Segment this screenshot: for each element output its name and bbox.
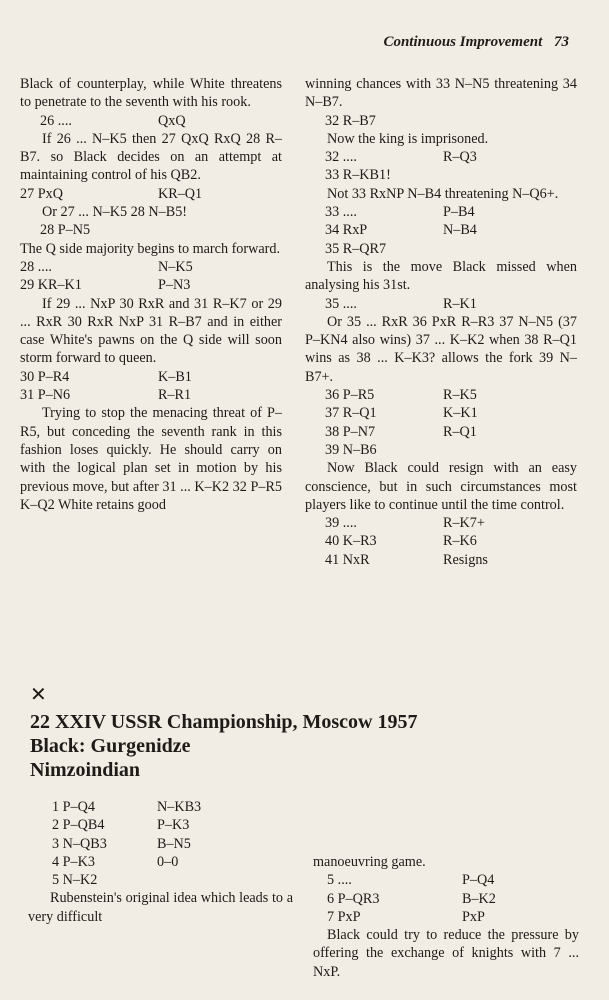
paragraph: Or 35 ... RxR 36 PxR R–R3 37 N–N5 (37 P–KN4 also wins) 37 ... K–K2 when 38 R–Q1 wins as 38 ... K–K3? allows the fork 39 N–B7+. — [305, 313, 577, 385]
black-move: 0–0 — [157, 853, 179, 870]
paragraph: Or 27 ... N–K5 28 N–B5! — [42, 204, 188, 221]
black-move: P–Q4 — [462, 872, 495, 889]
move-row — [305, 441, 577, 459]
paragraph: Black of counterplay, while White threatens to penetrate to the seventh with his rook. — [20, 76, 282, 111]
white-move: 27 PxQ — [20, 185, 63, 202]
move-row — [305, 221, 577, 239]
black-move: K–K1 — [443, 405, 478, 422]
page-number: 73 — [554, 34, 569, 50]
opening-name: Nimzoindian — [30, 759, 141, 781]
move-row — [305, 166, 577, 184]
paragraph: The Q side majority begins to march forward. — [20, 240, 281, 257]
move-row — [305, 423, 577, 441]
move-row — [313, 890, 579, 908]
black-move: R–K7+ — [443, 515, 485, 532]
white-move: 30 P–R4 — [20, 368, 70, 385]
game-title: 22 XXIV USSR Championship, Moscow 1957 — [30, 711, 418, 733]
move-row — [305, 112, 577, 130]
move-row — [20, 221, 282, 239]
paragraph: If 29 ... NxP 30 RxR and 31 R–K7 or 29 ... RxR 30 RxR NxP 31 R–B7 and in either case White's pawns on the Q side will soon storm forward to queen. — [20, 295, 282, 367]
white-move: 33 R–KB1! — [325, 167, 391, 184]
black-move: R–Q3 — [443, 149, 477, 166]
move-row — [52, 871, 292, 889]
move-row — [52, 853, 292, 871]
game-heading — [30, 710, 590, 782]
running-header — [383, 34, 569, 51]
white-move: 32 .... — [325, 149, 357, 166]
white-move: 3 N–QB3 — [52, 835, 107, 852]
white-move: 41 NxR — [325, 551, 370, 568]
black-move: PxP — [462, 908, 485, 925]
white-move: 39 N–B6 — [325, 441, 377, 458]
black-move: B–K2 — [462, 890, 496, 907]
lower-left-column — [28, 798, 293, 926]
move-row — [20, 258, 282, 276]
white-move: 29 KR–K1 — [20, 277, 82, 294]
white-move: 5 .... — [327, 872, 352, 889]
move-row — [305, 532, 577, 550]
move-row — [305, 386, 577, 404]
white-move: 28 .... — [20, 258, 52, 275]
paragraph: manoeuvring game. — [313, 854, 426, 870]
white-move: 31 P–N6 — [20, 387, 71, 404]
move-row — [52, 816, 292, 834]
black-move: P–K3 — [157, 817, 190, 834]
paragraph: Rubenstein's original idea which leads to a very difficult — [28, 890, 293, 925]
paragraph: This is the move Black missed when analysing his 31st. — [305, 258, 577, 294]
move-row — [305, 404, 577, 422]
paragraph: winning chances with 33 N–N5 threatening 34 N–B7. — [305, 76, 577, 111]
move-row — [52, 835, 292, 853]
black-move: QxQ — [158, 112, 186, 129]
paragraph: If 26 ... N–K5 then 27 QxQ RxQ 28 R–B7. so Black decides on an attempt at maintaining control of his QB2. — [20, 130, 282, 184]
black-move: K–B1 — [158, 368, 192, 385]
white-move: 1 P–Q4 — [52, 799, 95, 815]
move-row — [20, 368, 282, 386]
white-move: 26 .... — [40, 112, 72, 129]
move-row — [305, 148, 577, 166]
white-move: 28 P–N5 — [40, 222, 91, 239]
white-move: 5 N–K2 — [52, 872, 98, 889]
white-move: 4 P–K3 — [52, 853, 95, 870]
white-move: 40 K–R3 — [325, 533, 377, 550]
black-move: N–K5 — [158, 258, 193, 275]
black-move: B–N5 — [157, 835, 191, 852]
move-row — [305, 514, 577, 532]
chapter-title: Continuous Improvement — [383, 34, 543, 50]
lower-right-column — [313, 853, 579, 981]
move-row — [20, 276, 282, 294]
move-row — [313, 871, 579, 889]
white-move: 32 R–B7 — [325, 112, 376, 129]
move-row — [20, 386, 282, 404]
paragraph: Now the king is imprisoned. — [327, 130, 489, 147]
paragraph: Now Black could resign with an easy conscience, but in such circumstances most players like to continue until the time control. — [305, 460, 577, 513]
black-move: R–K6 — [443, 533, 477, 550]
move-row — [305, 240, 577, 258]
black-move: N–KB3 — [157, 799, 202, 815]
right-column — [305, 75, 577, 569]
white-move: 36 P–R5 — [325, 387, 375, 404]
white-move: 2 P–QB4 — [52, 817, 105, 834]
paragraph: Not 33 RxNP N–B4 threatening N–Q6+. — [327, 185, 559, 202]
black-move: P–N3 — [158, 277, 191, 294]
move-row — [20, 112, 282, 130]
white-move: 38 P–N7 — [325, 423, 376, 440]
move-row — [305, 295, 577, 313]
white-move: 33 .... — [325, 204, 357, 221]
white-move: 34 RxP — [325, 222, 368, 239]
white-move: 35 .... — [325, 295, 357, 312]
left-column — [20, 75, 282, 514]
cross-mark: ✕ — [30, 682, 47, 706]
white-move: 39 .... — [325, 515, 357, 532]
black-move: R–R1 — [158, 387, 192, 404]
black-move: R–K1 — [443, 295, 477, 312]
paragraph: Trying to stop the menacing threat of P–R5, but conceding the seventh rank in this fashion loses quickly. He should carry on with the logical plan set in motion by his previous move, but after 31 ... K–K2 32 P–R5 K–Q2 White retains good — [20, 405, 282, 513]
move-row — [305, 551, 577, 569]
white-move: 37 R–Q1 — [325, 405, 377, 422]
black-player: Black: Gurgenidze — [30, 735, 191, 757]
move-row — [20, 185, 282, 203]
paragraph: Black could try to reduce the pressure by offering the exchange of knights with 7 ... NxP. — [313, 927, 579, 980]
move-row — [305, 203, 577, 221]
black-move: P–B4 — [443, 204, 475, 221]
move-row — [52, 798, 292, 816]
black-move: N–B4 — [443, 222, 477, 239]
black-move: KR–Q1 — [158, 185, 203, 202]
move-row — [313, 908, 579, 926]
black-move: Resigns — [443, 551, 488, 568]
white-move: 6 P–QR3 — [327, 890, 380, 907]
white-move: 7 PxP — [327, 908, 361, 925]
black-move: R–K5 — [443, 387, 477, 404]
black-move: R–Q1 — [443, 423, 477, 440]
white-move: 35 R–QR7 — [325, 240, 387, 257]
